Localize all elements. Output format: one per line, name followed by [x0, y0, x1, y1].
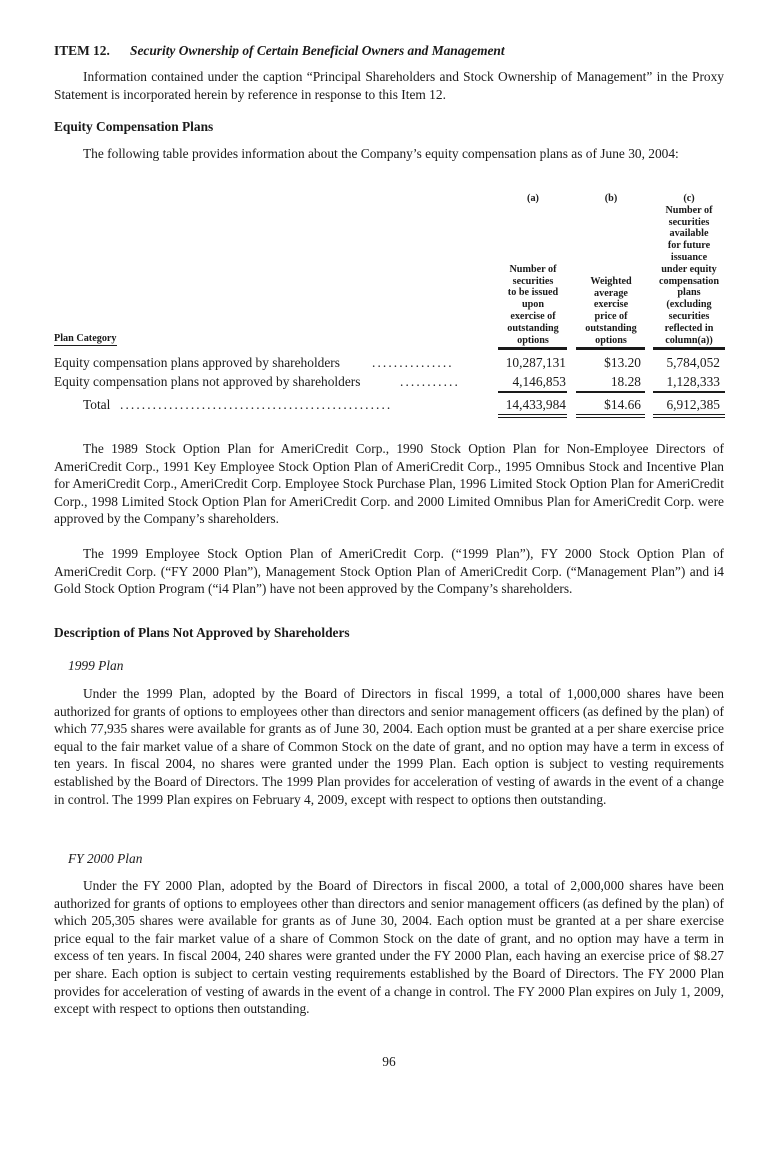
- page-number: 96: [382, 1054, 396, 1069]
- row-label: Equity compensation plans approved by shareholders: [54, 355, 340, 370]
- cell-c: 5,784,052: [666, 355, 720, 370]
- header-rule-c: [653, 347, 725, 350]
- not-approved-plans-paragraph: The 1999 Employee Stock Option Plan of AmeriCredit Corp. (“1999 Plan”), FY 2000 Stock Option Plan of AmeriCredit Corp. (“FY 2000 Plan”), Management Stock Option Plan of AmeriCredit Corp. (“Management Plan”) and i4 Gold Stock Option Program (“i4 Plan”) have not been approved by the Company’s shareholders.: [54, 546, 724, 597]
- intro-paragraph: Information contained under the caption “Principal Shareholders and Stock Ownership of Management” in the Proxy Statement is incorporated herein by reference in response to this Item 12.: [54, 69, 724, 102]
- cell-c: 6,912,385: [666, 397, 720, 412]
- cell-b: 18.28: [610, 374, 641, 389]
- dot-leader: ...........: [400, 374, 460, 389]
- row-label: Total: [83, 397, 111, 412]
- dot-leader: ..................................................: [120, 397, 393, 412]
- column-header-a: (a) Number of securities to be issued upon exercise of outstanding options: [498, 193, 568, 346]
- total-double-rule-a: [498, 414, 567, 415]
- dot-leader: ...............: [372, 355, 454, 370]
- column-letter: (a): [527, 193, 539, 204]
- total-double-rule-c: [653, 414, 725, 415]
- plan-fy2000-paragraph: Under the FY 2000 Plan, adopted by the Board of Directors in fiscal 2000, a total of 2,000,000 shares have been authorized for grants of options to employees other than directors and senior management officers (as defined by the plan) of which 205,305 shares were available for grants as of June 30, 2004. Each option must be granted at a per share exercise price equal to the fair market value of a share of Common Stock on the date of grant, and no option may have a term in excess of ten years. In fiscal 2004, 240 shares were granted under the FY 2000 Plan, each having an exercise price of $8.27 per share. Each option is subject to certain vesting requirements established by the Board of Directors. The FY 2000 Plan provides for acceleration of vesting of awards in the event of a change in control. The FY 2000 Plan expires on July 1, 2009, except with respect to options then outstanding.: [54, 878, 724, 1017]
- total-double-rule-c-2: [653, 417, 725, 418]
- total-double-rule-b-2: [576, 417, 645, 418]
- table-row: [54, 354, 724, 372]
- subtotal-rule-b: [576, 391, 645, 393]
- table-row: [54, 373, 724, 391]
- approved-plans-paragraph: The 1989 Stock Option Plan for AmeriCredit Corp., 1990 Stock Option Plan for Non-Employee Directors of AmeriCredit Corp., 1991 Key Employee Stock Option Plan of AmeriCredit Corp., 1995 Omnibus Stock and Incentive Plan for AmeriCredit Corp., AmeriCredit Corp. Employee Stock Purchase Plan, 1996 Limited Stock Option Plan for AmeriCredit Corp., 1998 Limited Stock Option Plan for AmeriCredit Corp. and 2000 Limited Omnibus Plan for AmeriCredit Corp. were approved by the Company’s shareholders.: [54, 441, 724, 527]
- column-letter: (c): [683, 193, 695, 204]
- subtotal-rule-a: [498, 391, 567, 393]
- item-heading: [54, 42, 505, 60]
- section-heading-plans-not-approved: Description of Plans Not Approved by Shareholders: [54, 625, 350, 640]
- row-label: Equity compensation plans not approved by shareholders: [54, 374, 361, 389]
- header-rule-a: [498, 347, 567, 350]
- subtotal-rule-c: [653, 391, 725, 393]
- item-title: Security Ownership of Certain Beneficial Owners and Management: [130, 43, 505, 58]
- table-row-total: [54, 396, 724, 414]
- column-header-c: (c) Number of securities available for future issuance under equity compensation plans (excluding securities reflected in column(a)): [653, 193, 725, 346]
- column-letter: (b): [604, 193, 618, 204]
- equity-intro-paragraph: The following table provides information about the Company’s equity compensation plans as of June 30, 2004:: [83, 146, 679, 161]
- section-heading-equity-plans: Equity Compensation Plans: [54, 119, 214, 134]
- header-rule-b: [576, 347, 645, 350]
- plan-category-header: Plan Category: [54, 333, 117, 344]
- cell-c: 1,128,333: [666, 374, 720, 389]
- subheading-1999-plan: 1999 Plan: [68, 658, 124, 673]
- column-header-b: (b) Weighted average exercise price of outstanding options: [576, 193, 646, 347]
- item-number: ITEM 12.: [54, 43, 110, 58]
- cell-b: $13.20: [604, 355, 641, 370]
- cell-b: $14.66: [604, 397, 641, 412]
- cell-a: 14,433,984: [505, 397, 566, 412]
- cell-a: 10,287,131: [505, 355, 566, 370]
- cell-a: 4,146,853: [512, 374, 566, 389]
- total-double-rule-a-2: [498, 417, 567, 418]
- plan-1999-paragraph: Under the 1999 Plan, adopted by the Board of Directors in fiscal 1999, a total of 1,000,000 shares have been authorized for grants of options to employees other than directors and senior management officers (as defined by the plan) of which 77,935 shares were available for grants as of June 30, 2004. Each option must be granted at a per share exercise price equal to the fair market value of a share of Common Stock on the date of grant, and no option may have a term in excess of ten years. In fiscal 2004, no shares were granted under the 1999 Plan. Each option is subject to vesting requirements established by the Board of Directors. The 1999 Plan provides for acceleration of vesting of awards in the event of a change in control. The 1999 Plan expires on February 4, 2009, except with respect to options then outstanding.: [54, 686, 724, 807]
- subheading-fy2000-plan: FY 2000 Plan: [68, 851, 143, 866]
- total-double-rule-b: [576, 414, 645, 415]
